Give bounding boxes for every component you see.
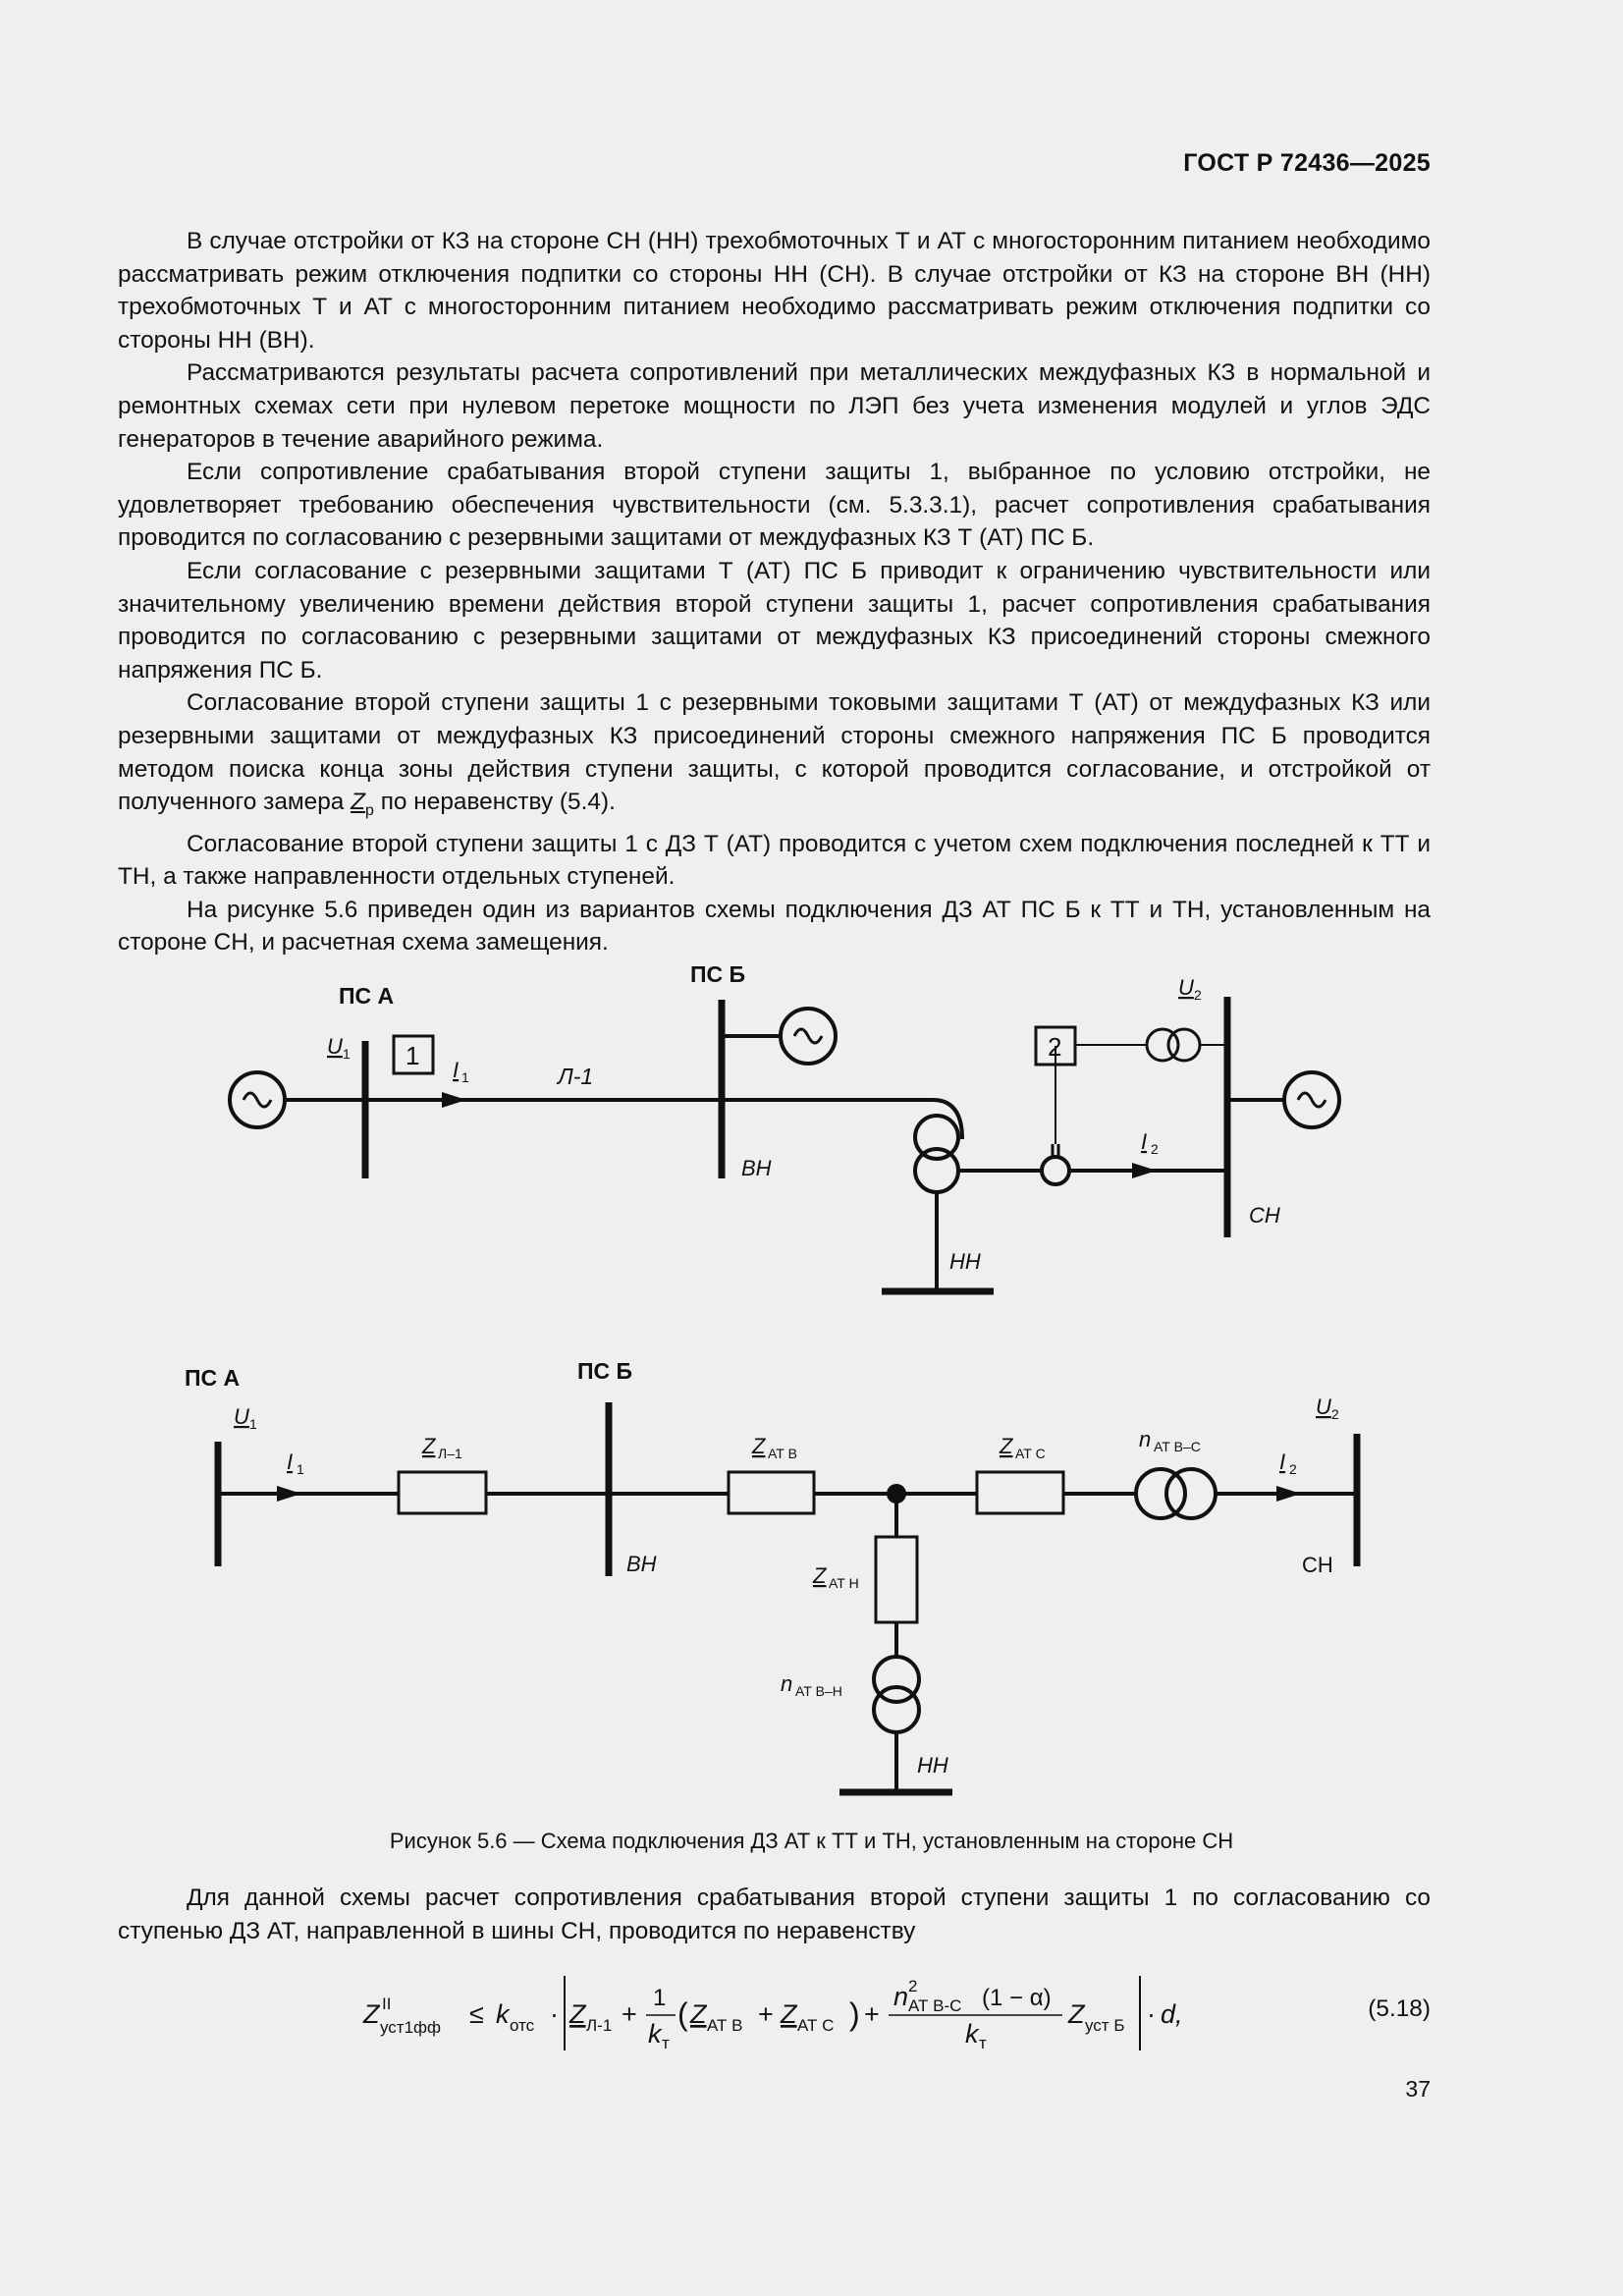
page-number: 37 [1405, 2076, 1431, 2102]
z-at-c-resistor [977, 1472, 1063, 1513]
formula-lhs: Z [363, 1999, 380, 2029]
formula-alpha: (1 − α) [982, 1985, 1052, 2011]
paragraph: В случае отстройки от КЗ на стороне СН (НН) трехобмоточных Т и АТ с многосторонним питанием необходимо рассматривать режим отключения подпитки со стороны НН (СН). В случае отстройки от КЗ на стороне ВН (НН) трехобмоточных Т и АТ с многосторонним питанием необходимо рассматривать режим отключения подпитки со стороны НН (ВН). [118, 228, 1431, 354]
current-arrow-i2 [1276, 1486, 1301, 1502]
formula-le: ≤ [469, 1999, 484, 2029]
label-zath: Z [813, 1563, 827, 1588]
paragraph: Если сопротивление срабатывания второй ступени защиты 1, выбранное по условию отстройки, не удовлетворяет требованию обеспечения чувствительности (см. 5.3.3.1), расчет сопротивления срабатывания проводится по согласованию с резервными защитами от междуфазных КЗ Т (АТ) ПС Б. [118, 459, 1431, 552]
label-zatv: Z [752, 1434, 766, 1458]
formula-kt-2: k [965, 2019, 979, 2049]
label-nn: НН [917, 1753, 948, 1777]
svg-text:(: ( [677, 1996, 688, 2032]
label-u2: U [1316, 1394, 1331, 1419]
label-natvh-sub: АТ В–Н [795, 1683, 842, 1699]
label-zatv-sub: АТ В [768, 1446, 798, 1461]
z-at-b-resistor [729, 1472, 814, 1513]
paragraph-text: Согласование второй ступени защиты 1 с резервными токовыми защитами Т (АТ) от междуфазных КЗ или резервными защитами от междуфазных КЗ присоединений стороны смежного напряжения ПС Б проводится методом поиска конца зоны действия ступени защиты, с которой проводится согласование, и отстройкой от полученного замера [118, 689, 1431, 816]
formula-lhs-sup: II [382, 1995, 392, 2013]
formula-n-sup: 2 [908, 1977, 918, 1995]
label-ps-a: ПС А [185, 1365, 241, 1391]
body-text-after [118, 1882, 1431, 1947]
z-l1-resistor [399, 1472, 486, 1513]
body-text [118, 225, 1431, 959]
node-dot [887, 1484, 906, 1503]
formula-one: 1 [653, 1985, 667, 2011]
current-arrow-i1 [277, 1486, 301, 1502]
label-ps-b: ПС Б [577, 1358, 633, 1384]
label-u2-sub: 2 [1331, 1406, 1339, 1422]
label-i2: I [1141, 1129, 1148, 1154]
label-sn: СН [1249, 1203, 1280, 1228]
formula-kt: k [648, 2019, 662, 2049]
formula-plus: + [622, 1999, 637, 2029]
paragraph: Если согласование с резервными защитами Т (АТ) ПС Б приводит к ограничению чувствительности или значительному увеличению времени действия второй ступени защиты 1, расчет сопротивления срабатывания проводится по согласованию с резервными защитами от междуфазных КЗ присоединений стороны смежного напряжения ПС Б. [118, 557, 1431, 683]
label-vn: ВН [741, 1156, 772, 1180]
label-zath-sub: АТ Н [829, 1575, 859, 1591]
z-symbol-sub: р [365, 801, 374, 819]
current-arrow-i1 [442, 1092, 466, 1108]
formula-dot-2: · [1147, 1999, 1156, 2029]
equation-number: (5.18) [1368, 1995, 1431, 2022]
paragraph: На рисунке 5.6 приведен один из вариантов схемы подключения ДЗ АТ ПС Б к ТТ и ТН, установленным на стороне СН, и расчетная схема замещения. [118, 896, 1431, 957]
formula-kt-2-sub: т [979, 2034, 987, 2052]
formula-zatb: Z [690, 1999, 707, 2029]
relay-1-label: 1 [406, 1041, 420, 1070]
equivalent-circuit [0, 1355, 1623, 1807]
transformer-vh-lower [874, 1687, 919, 1732]
formula-dot: · [550, 1999, 559, 2029]
connection-diagram [0, 943, 1623, 1316]
paragraph: Для данной схемы расчет сопротивления срабатывания второй ступени защиты 1 по согласованию со ступенью ДЗ АТ, направленной в шины СН, проводится по неравенству [118, 1885, 1431, 1944]
label-u2: U [1178, 975, 1194, 1000]
formula-k-sub: отс [510, 2016, 535, 2035]
paragraph-with-symbol [118, 686, 1431, 827]
autotransformer-upper [915, 1116, 958, 1159]
formula-n: n [893, 1982, 909, 2011]
label-natvc: n [1139, 1427, 1152, 1451]
label-i1: I [453, 1058, 460, 1082]
transformer-vc-right [1166, 1469, 1216, 1518]
label-natvc-sub: АТ В–С [1154, 1439, 1201, 1454]
formula-lhs-sub: уст1фф [380, 2018, 442, 2037]
label-zatc-sub: АТ С [1015, 1446, 1046, 1461]
label-i2-sub: 2 [1289, 1461, 1297, 1477]
formula-zatb-sub: АТ В [707, 2016, 743, 2035]
formula-zust-sub: уст Б [1085, 2016, 1125, 2035]
label-i1: I [287, 1449, 294, 1474]
formula-k: k [496, 1999, 510, 2029]
current-transformer-icon [1042, 1157, 1069, 1184]
label-nn: НН [949, 1249, 981, 1274]
label-ps-b: ПС Б [690, 961, 746, 987]
relay-2-label: 2 [1048, 1032, 1062, 1062]
label-i1-sub: 1 [461, 1069, 469, 1085]
label-u1-sub: 1 [343, 1046, 351, 1062]
paragraph-tail: по неравенству (5.4). [373, 789, 616, 816]
z-symbol: Z [351, 789, 366, 816]
z-at-h-resistor [876, 1537, 917, 1622]
formula-d: d, [1161, 1999, 1183, 2029]
label-ps-a: ПС А [339, 983, 395, 1009]
paragraph: Рассматриваются результаты расчета сопротивлений при металлических междуфазных КЗ в нормальной и ремонтных схемах сети при нулевом перетоке мощности по ЛЭП без учета изменения модулей и углов ЭДС генераторов в течение аварийного режима. [118, 359, 1431, 453]
label-u1: U [327, 1034, 343, 1059]
document-id: ГОСТ Р 72436—2025 [1183, 149, 1431, 177]
paragraph: Согласование второй ступени защиты 1 с ДЗ Т (АТ) проводится с учетом схем подключения последней к ТТ и ТН, а также направленности отдельных ступеней. [118, 830, 1431, 891]
formula-zl: Z [569, 1999, 586, 2029]
label-zatc: Z [1000, 1434, 1013, 1458]
formula-kt-sub: т [662, 2034, 670, 2052]
formula-zatc-sub: АТ С [797, 2016, 835, 2035]
formula-zatc: Z [781, 1999, 797, 2029]
current-arrow-i2 [1132, 1163, 1157, 1178]
label-i1-sub: 1 [297, 1461, 304, 1477]
label-i2: I [1279, 1449, 1286, 1474]
svg-text:): ) [849, 1996, 860, 2032]
transformer-vc-left [1136, 1469, 1185, 1518]
label-u2-sub: 2 [1194, 987, 1202, 1003]
label-line: Л-1 [558, 1064, 594, 1089]
label-zl-sub: Л–1 [438, 1446, 462, 1461]
label-vn: ВН [626, 1552, 657, 1576]
label-u1-sub: 1 [249, 1416, 257, 1432]
formula-plus-3: + [864, 1999, 880, 2029]
autotransformer-lower [915, 1149, 958, 1192]
label-natvh: n [781, 1671, 793, 1696]
formula-zl-sub: Л-1 [586, 2016, 613, 2035]
label-u1: U [234, 1404, 249, 1429]
formula-plus-2: + [758, 1999, 774, 2029]
formula-n-sub: АТ В-С [908, 1996, 962, 2015]
label-i2-sub: 2 [1151, 1141, 1159, 1157]
label-zl: Z [422, 1434, 436, 1458]
figure-caption: Рисунок 5.6 — Схема подключения ДЗ АТ к ТТ и ТН, установленным на стороне СН [389, 1829, 1234, 1853]
label-sn: СН [1302, 1553, 1333, 1577]
formula-zust: Z [1068, 1999, 1085, 2029]
